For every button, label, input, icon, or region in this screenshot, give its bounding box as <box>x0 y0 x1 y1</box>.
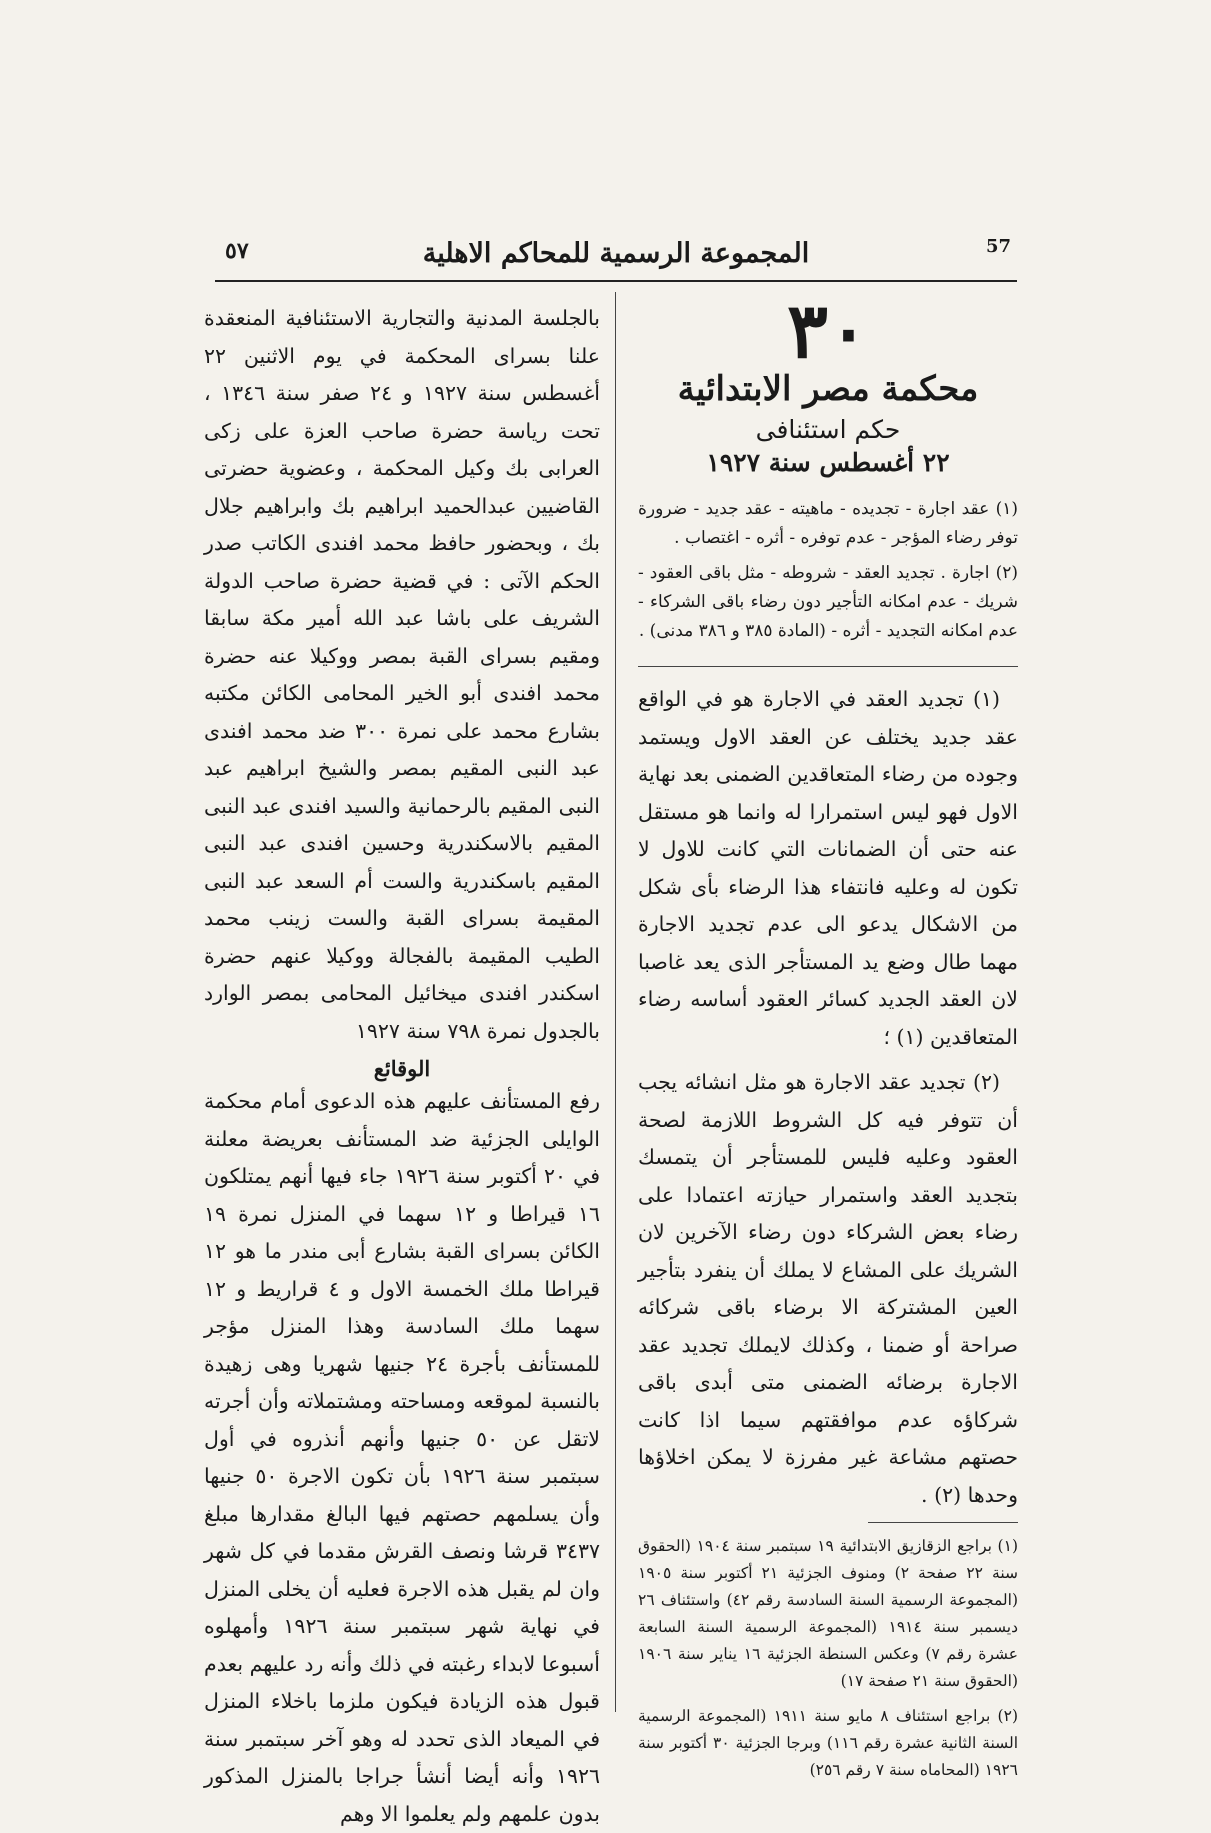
page-number-arabic: ٥٧ <box>225 238 249 264</box>
facts-paragraph: رفع المستأنف عليهم هذه الدعوى أمام محكمة الوايلى الجزئية ضد المستأنف بعريضة معلنة في ٢٠ أكتوبر سنة ١٩٢٦ جاء فيها أنهم يمتلكون ١٦ قيراطا و ١٢ سهما في المنزل نمرة ١٩ الكائن بسراى القبة بشارع أبى مندر ما هو ١٢ قيراطا ملك الخمسة الاول و ٤ قراريط و ١٢ سهما ملك السادسة وهذا المنزل مؤجر للمستأنف بأجرة ٢٤ جنيها شهريا وهى زهيدة بالنسبة لموقعه ومساحته ومشتملاته وأن أجرته لاتقل عن ٥٠ جنيها وأنهم أنذروه في أول سبتمبر سنة ١٩٢٦ بأن تكون الاجرة ٥٠ جنيها وأن يسلمهم حصتهم فيها البالغ مقدارها مبلغ ٣٤٣٧ قرشا ونصف القرش مقدما في كل شهر وان لم يقبل هذه الاجرة فعليه أن يخلى المنزل في نهاية شهر سبتمبر سنة ١٩٢٦ وأمهلوه أسبوعا لابداء رغبته في ذلك وأنه رد عليهم بعدم قبول هذه الزيادة فيكون ملزما باخلاء المنزل في الميعاد الذى تحدد له وهو آخر سبتمبر سنة ١٩٢٦ وأنه أيضا أنشأ جراجا بالمنزل المذكور بدون علمهم ولم يعلموا الا وهم <box>204 1089 601 1826</box>
footnote: (١) براجع الزقازيق الابتدائية ١٩ سبتمبر سنة ١٩٠٤ (الحقوق سنة ٢٢ صفحة ٢) ومنوف الجزئية ٢١ أكتوبر سنة ١٩٠٥ (المجموعة الرسمية السنة السادسة رقم ٤٢) واستئناف ٢٦ ديسمبر سنة ١٩١٤ (المجموعة الرسمية السنة السابعة عشرة رقم ٧) وعكس السنطة الجزئية ١٦ يناير سنة ١٩٠٦ (الحقوق سنة ٢١ صفحة ١٧) <box>638 1537 1018 1690</box>
footnote: (٢) براجع استئناف ٨ مايو سنة ١٩١١ (المجموعة الرسمية السنة الثانية عشرة رقم ١١٦) وبرجا الجزئية ٣٠ أكتوبر سنة ١٩٢٦ (المحاماه سنة ٧ رقم ٢٥٦) <box>638 1707 1018 1779</box>
right-column <box>638 286 1018 1792</box>
summary-item: (٢) اجارة . تجديد العقد - شروطه - مثل باقى العقود - شريك - عدم امكانه التأجير دون رضاء باقى الشركاء - عدم امكانه التجديد - أثره - (المادة ٣٨٥ و ٣٨٦ مدنى) . <box>638 563 1018 641</box>
court-name: محكمة مصر الابتدائية <box>677 369 979 409</box>
legal-principle: (٢) تجديد عقد الاجارة هو مثل انشائه يجب أن تتوفر فيه كل الشروط اللازمة لصحة العقود وعليه فليس للمستأجر أن يتمسك بتجديد العقد واستمرار حيازته اعتمادا على رضاء بعض الشركاء دون رضاء الآخرين لان الشريك على المشاع لا يملك أن ينفرد بتأجير العين المشتركة الا برضاء باقى شركائه صراحة أو ضمنا ، وكذلك لايملك تجديد عقد الاجارة برضائه الضمنى متى أبدى باقى شركاؤه عدم موافقتهم سيما اذا كانت حصتهم مشاعة غير مفرزة لا يمكن اخلاؤها وحدها (٢) . <box>638 1070 1018 1507</box>
case-summary <box>638 495 1018 667</box>
page-header <box>215 232 1017 282</box>
case-number: ٣٠ <box>787 286 869 375</box>
column-divider <box>615 292 616 1712</box>
summary-item: (١) عقد اجارة - تجديده - ماهيته - عقد جديد - ضرورة توفر رضاء المؤجر - عدم توفره - أثره - اغتصاب . <box>638 499 1018 548</box>
page-number-latin: 57 <box>985 236 1011 257</box>
ruling-date: ٢٢ أغسطس سنة ١٩٢٧ <box>706 448 950 477</box>
legal-principle: (١) تجديد العقد في الاجارة هو في الواقع عقد جديد يختلف عن العقد الاول ويستمد وجوده من رضاء المتعاقدين الضمنى بعد نهاية الاول فهو ليس استمرارا له وانما هو مستقل عنه حتى أن الضمانات التي كانت للاول لا تكون له وعليه فانتفاء هذا الرضاء بأى شكل من الاشكال يدعو الى عدم تجديد الاجارة مهما طال وضع يد المستأجر الذى يعد غاصبا لان العقد الجديد كسائر العقود أساسه رضاء المتعاقدين (١) ؛ <box>638 687 1018 1049</box>
session-paragraph: بالجلسة المدنية والتجارية الاستئنافية المنعقدة علنا بسراى المحكمة في يوم الاثنين ٢٢ أغسطس سنة ١٩٢٧ و ٢٤ صفر سنة ١٣٤٦ ، تحت رياسة حضرة صاحب العزة على زكى العرابى بك وكيل المحكمة ، وعضوية حضرتى القاضيين عبدالحميد ابراهيم بك وابراهيم جلال بك ، وبحضور حافظ محمد افندى الكاتب صدر الحكم الآتى : في قضية حضرة صاحب الدولة الشريف على باشا عبد الله أمير مكة سابقا ومقيم بسراى القبة بمصر ووكيلا عنه حضرة محمد افندى أبو الخير المحامى الكائن مكتبه بشارع محمد على نمرة ٣٠٠ ضد محمد افندى عبد النبى المقيم بمصر والشيخ ابراهيم عبد النبى المقيم بالرحمانية والسيد افندى عبد النبى المقيم بالاسكندرية وحسين افندى عبد النبى المقيم باسكندرية والست أم السعد عبد النبى المقيمة بسراى القبة والست زينب محمد الطيب المقيمة بالفجالة ووكيلا عنهم حضرة اسكندر افندى ميخائيل المحامى بمصر الوارد بالجدول نمرة ٧٩٨ سنة ١٩٢٧ <box>204 306 601 1043</box>
journal-title: المجموعة الرسمية للمحاكم الاهلية <box>422 238 810 269</box>
ruling-type: حكم استئنافى <box>755 415 901 444</box>
left-column <box>204 300 600 1833</box>
facts-heading: الوقائع <box>373 1056 431 1081</box>
footnote-separator <box>868 1522 1018 1523</box>
footnotes <box>638 1533 1018 1784</box>
